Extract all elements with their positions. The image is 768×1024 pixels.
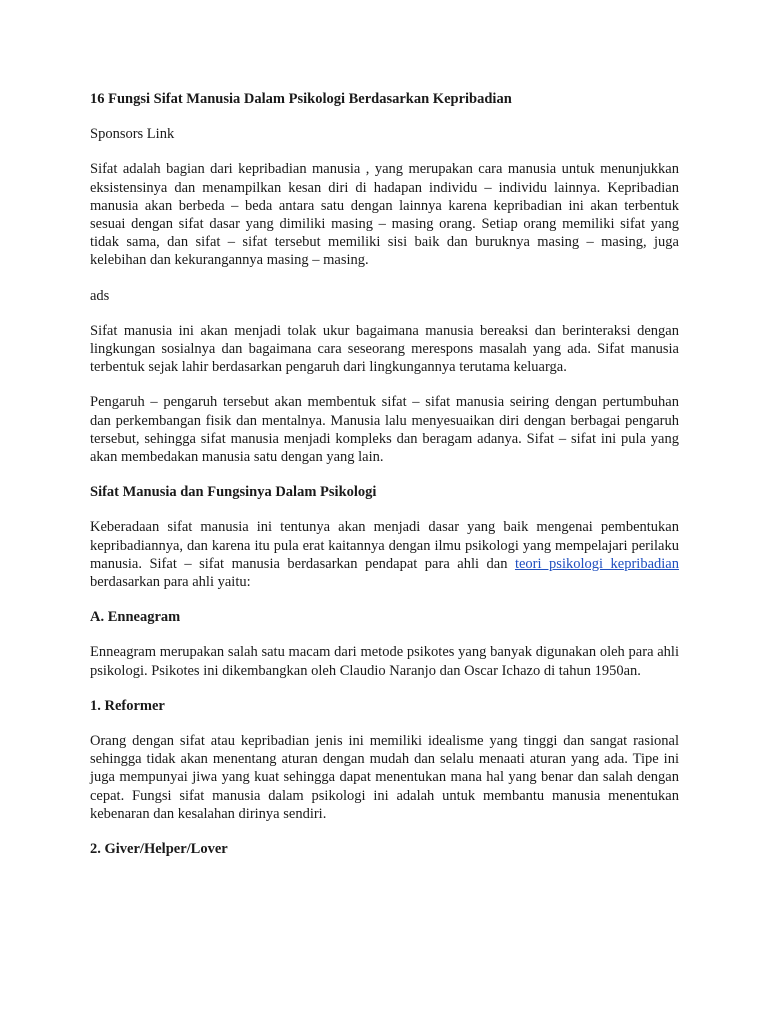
item-1-heading: 1. Reformer: [90, 697, 165, 714]
item-2-heading: 2. Giver/Helper/Lover: [90, 841, 228, 858]
document-title: 16 Fungsi Sifat Manusia Dalam Psikologi Berdasarkan Kepribadian: [90, 91, 512, 107]
intro-paragraph: Sifat adalah bagian dari kepribadian manusia , yang merupakan cara manusia untuk menunjukkan eksistensinya dan menampilkan kesan diri di hadapan individu – individu lainnya. Kepribadian manusia akan berbeda – beda antara satu dengan lainnya karena kepribadian ini akan terbentuk sesuai dengan sifat dasar yang dimiliki masing – masing orang. Setiap orang memiliki sifat yang tidak sama, dan sifat – sifat tersebut memiliki sisi baik dan buruknya masing – masing, juga kelebihan dan kekurangannya masing – masing.: [90, 161, 679, 269]
paragraph-4-text-before: Keberadaan sifat manusia ini tentunya akan menjadi dasar yang baik mengenai pembentukan kepribadiannya, dan karena itu pula erat kaitannya dengan ilmu psikologi yang mempelajari perilaku manusia. Sifat – sifat manusia berdasarkan pendapat para ahli dan: [90, 519, 679, 572]
sponsors-link[interactable]: Sponsors Link: [90, 126, 175, 143]
paragraph-2: Sifat manusia ini akan menjadi tolak ukur bagaimana manusia bereaksi dan berinteraksi dengan lingkungan sosialnya dan bagaimana cara seseorang merespons masalah yang ada. Sifat manusia terbentuk sejak lahir berdasarkan pengaruh dari lingkungannya terutama keluarga.: [90, 322, 679, 376]
ads-label: ads: [90, 287, 110, 304]
section-heading: Sifat Manusia dan Fungsinya Dalam Psikologi: [90, 484, 377, 501]
enneagram-paragraph: Enneagram merupakan salah satu macam dari metode psikotes yang banyak digunakan oleh para ahli psikologi. Psikotes ini dikembangkan oleh Claudio Naranjo dan Oscar Ichazo di tahun 1950an.: [90, 644, 679, 679]
paragraph-4-text-after: berdasarkan para ahli yaitu:: [90, 574, 251, 591]
subheading-enneagram: A. Enneagram: [90, 609, 181, 626]
psikologi-kepribadian-link[interactable]: teori psikologi kepribadian: [514, 555, 679, 572]
document-page: [90, 90, 679, 875]
paragraph-3: Pengaruh – pengaruh tersebut akan membentuk sifat – sifat manusia seiring dengan pertumbuhan dan perkembangan fisik dan mentalnya. Manusia lalu menyesuaikan diri dengan berbagai pengaruh tersebut, sehingga sifat manusia menjadi kompleks dan beragam adanya. Sifat – sifat ini pula yang akan membedakan manusia satu dengan yang lain.: [90, 394, 679, 466]
paragraph-4: [90, 518, 679, 591]
item-1-paragraph: Orang dengan sifat atau kepribadian jenis ini memiliki idealisme yang tinggi dan sangat rasional sehingga tidak akan menentang aturan dengan mudah dan selalu menaati aturan yang ada. Tipe ini juga mempunyai jiwa yang kuat sehingga dapat menentukan mana hal yang benar dan salah dengan cepat. Fungsi sifat manusia dalam psikologi ini adalah untuk membantu manusia menentukan kebenaran dan kesalahan dirinya sendiri.: [90, 733, 679, 822]
